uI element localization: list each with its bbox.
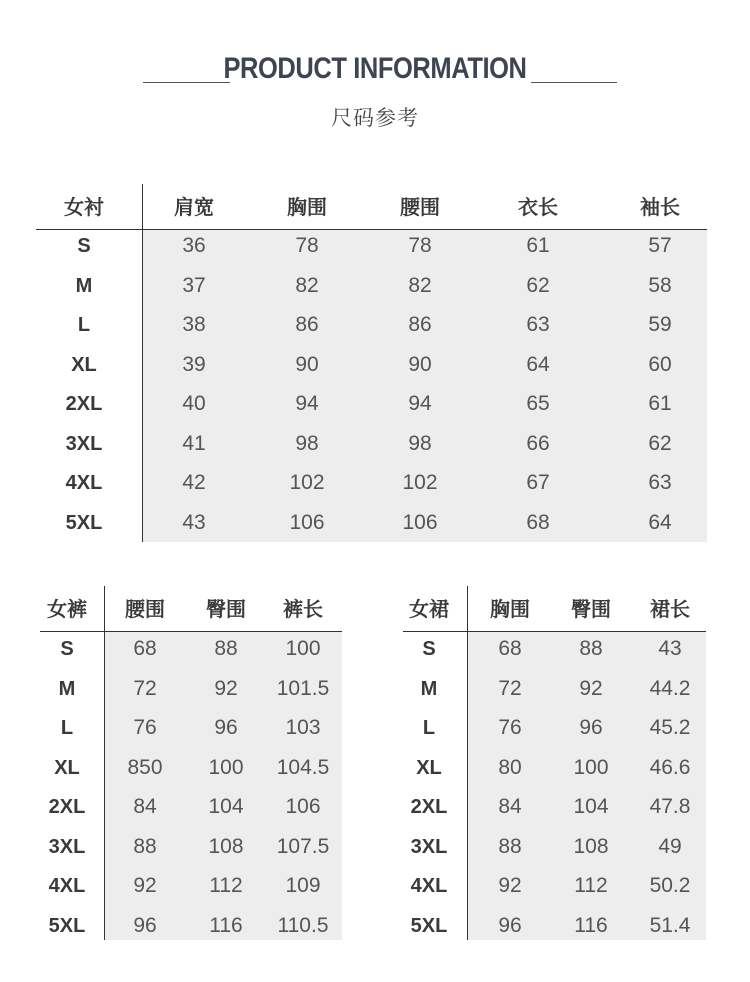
table-header-rule <box>36 229 707 230</box>
table-cell: 104.5 <box>276 755 330 779</box>
table-cell: 116 <box>574 913 608 937</box>
page-header <box>0 0 750 140</box>
table-cell: 102 <box>289 471 325 494</box>
size-label: S <box>60 638 74 660</box>
size-label: 2XL <box>65 393 103 415</box>
table-cell: 104 <box>208 795 244 818</box>
table-cell: 94 <box>408 392 432 415</box>
table-cell: 45.2 <box>649 716 691 739</box>
table-category-header: 女衬 <box>64 197 104 219</box>
size-label: S <box>422 638 436 660</box>
table-cell: 98 <box>408 431 432 455</box>
table-category-header: 女裙 <box>409 599 449 621</box>
table-cell: 88 <box>133 834 157 858</box>
column-header: 裤长 <box>283 599 323 621</box>
table-cell: 104 <box>573 795 609 818</box>
table-cell: 82 <box>408 273 432 297</box>
table-cell: 100 <box>285 637 321 660</box>
table-cell: 92 <box>498 874 522 897</box>
table-cell: 50.2 <box>649 874 691 897</box>
size-label: 2XL <box>48 796 86 818</box>
table-cell: 62 <box>526 273 550 297</box>
table-cell: 109 <box>285 874 321 897</box>
table-cell: 84 <box>133 795 157 818</box>
size-label: 2XL <box>410 796 448 818</box>
table-cell: 63 <box>648 471 672 494</box>
size-label: 3XL <box>65 432 103 455</box>
size-label: 3XL <box>410 835 448 858</box>
size-label: 5XL <box>65 511 103 534</box>
table-cell: 82 <box>295 273 319 297</box>
table-cell: 84 <box>498 795 522 818</box>
table-cell: 72 <box>498 676 522 700</box>
size-label: XL <box>54 756 80 779</box>
column-header: 臀围 <box>206 599 246 621</box>
table-cell: 96 <box>498 913 522 937</box>
table-cell: 78 <box>408 234 432 257</box>
table-cell: 76 <box>498 716 522 739</box>
page-title: PRODUCT INFORMATION <box>223 52 527 85</box>
table-cell: 44.2 <box>649 676 691 700</box>
table-cell: 98 <box>295 431 319 455</box>
table-cell: 66 <box>526 431 550 455</box>
table-cell: 39 <box>182 352 206 376</box>
column-header: 胸围 <box>490 599 530 621</box>
table-cell: 76 <box>133 716 157 739</box>
table-cell: 42 <box>182 471 206 494</box>
size-label: S <box>77 235 91 257</box>
table-cell: 108 <box>208 834 244 858</box>
table-cell: 106 <box>402 510 438 534</box>
table-cell: 86 <box>408 313 432 336</box>
table-cell: 100 <box>573 755 609 779</box>
size-label: 4XL <box>48 875 86 897</box>
table-cell: 88 <box>214 637 238 660</box>
table-cell: 107.5 <box>276 834 330 858</box>
page-subtitle: 尺码参考 <box>331 107 419 130</box>
column-header: 腰围 <box>400 197 440 219</box>
table-cell: 94 <box>295 392 319 415</box>
table-cell: 850 <box>127 755 163 779</box>
size-label: 5XL <box>410 914 448 937</box>
table-cell: 100 <box>208 755 244 779</box>
size-label: 4XL <box>65 472 103 494</box>
table-cell: 65 <box>526 392 550 415</box>
size-label: XL <box>71 353 97 376</box>
column-header: 肩宽 <box>174 197 214 219</box>
column-header: 衣长 <box>518 197 558 219</box>
table-cell: 61 <box>648 392 672 415</box>
table-cell: 110.5 <box>277 913 329 937</box>
table-cell: 92 <box>214 676 238 700</box>
table-cell: 58 <box>648 273 672 297</box>
table-cell: 64 <box>648 510 672 534</box>
table-cell: 41 <box>182 431 206 455</box>
column-header: 腰围 <box>125 599 165 621</box>
table-cell: 57 <box>648 234 672 257</box>
table-cell: 92 <box>133 874 157 897</box>
table-cell: 88 <box>498 834 522 858</box>
table-cell: 103 <box>285 716 321 739</box>
table-cell: 49 <box>658 834 682 858</box>
table-category-header: 女裤 <box>47 599 87 621</box>
table-cell: 43 <box>658 637 682 660</box>
column-header: 袖长 <box>640 197 680 219</box>
size-label: XL <box>416 756 442 779</box>
size-label: M <box>58 677 76 700</box>
table-cell: 72 <box>133 676 157 700</box>
table-cell: 96 <box>579 716 603 739</box>
size-label: L <box>77 314 91 336</box>
table-cell: 90 <box>295 352 319 376</box>
column-header: 裙长 <box>650 599 690 621</box>
size-label: M <box>75 274 93 297</box>
table-cell: 43 <box>182 510 206 534</box>
table-cell: 68 <box>133 637 157 660</box>
table-cell: 59 <box>648 313 672 336</box>
table-cell: 101.5 <box>276 676 330 700</box>
table-cell: 86 <box>295 313 319 336</box>
table-header-rule <box>40 631 342 632</box>
table-cell: 116 <box>209 913 243 937</box>
table-cell: 60 <box>648 352 672 376</box>
table-cell: 96 <box>133 913 157 937</box>
column-header: 臀围 <box>571 599 611 621</box>
size-label: 3XL <box>48 835 86 858</box>
table-cell: 78 <box>295 234 319 257</box>
size-label: 4XL <box>410 875 448 897</box>
size-label: L <box>60 717 74 739</box>
table-cell: 90 <box>408 352 432 376</box>
table-cell: 62 <box>648 431 672 455</box>
table-cell: 46.6 <box>649 755 691 779</box>
table-cell: 92 <box>579 676 603 700</box>
table-cell: 80 <box>498 755 522 779</box>
table-cell: 64 <box>526 352 550 376</box>
table-cell: 61 <box>526 234 550 257</box>
title-rule-right <box>531 82 617 83</box>
size-label: M <box>420 677 438 700</box>
table-cell: 106 <box>285 795 321 818</box>
table-cell: 112 <box>209 874 243 897</box>
table-cell: 67 <box>526 471 550 494</box>
table-cell: 40 <box>182 392 206 415</box>
table-cell: 63 <box>526 313 550 336</box>
table-header-rule <box>403 631 706 632</box>
table-cell: 102 <box>402 471 438 494</box>
size-label: 5XL <box>48 914 86 937</box>
table-cell: 68 <box>498 637 522 660</box>
table-cell: 37 <box>182 273 206 297</box>
table-cell: 108 <box>573 834 609 858</box>
table-cell: 38 <box>182 313 206 336</box>
table-cell: 88 <box>579 637 603 660</box>
size-label: L <box>422 717 436 739</box>
table-cell: 96 <box>214 716 238 739</box>
table-cell: 68 <box>526 510 550 534</box>
column-header: 胸围 <box>287 197 327 219</box>
table-cell: 106 <box>289 510 325 534</box>
table-cell: 47.8 <box>649 795 691 818</box>
table-cell: 112 <box>574 874 608 897</box>
table-cell: 51.4 <box>649 913 691 937</box>
table-cell: 36 <box>182 234 206 257</box>
